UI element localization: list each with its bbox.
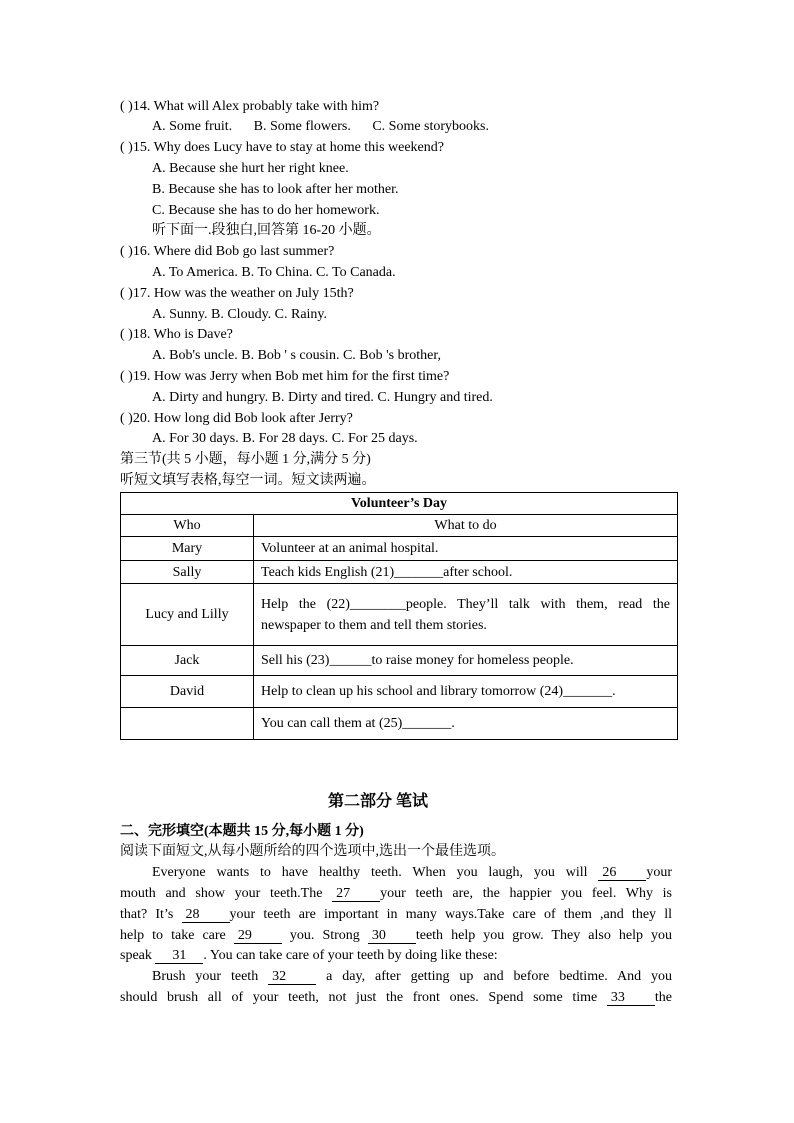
- cloze-line: [120, 863, 672, 884]
- cloze-text: should brush all of your teeth, not just the front ones. Spend some time: [120, 989, 598, 1005]
- question-17: [120, 284, 677, 305]
- volunteer-table: [120, 492, 678, 740]
- cloze-text: help to take care: [120, 927, 226, 943]
- cloze-text: speak: [120, 948, 152, 964]
- question-15-option-b: B. Because she has to look after her mother.: [152, 181, 399, 197]
- what-line: newspaper to them and tell them stories.: [261, 617, 487, 633]
- option-c: C. Hungry and tired.: [377, 389, 493, 405]
- blank-30: 30: [368, 928, 416, 944]
- cloze-text: the: [654, 989, 672, 1005]
- cloze-text: that? It’s: [120, 906, 174, 922]
- question-number: ( )14.: [120, 98, 151, 114]
- cloze-line: [120, 884, 672, 905]
- cloze-text: . You can take care of your teeth by doing like these:: [203, 948, 498, 964]
- question-20-options: [120, 429, 677, 450]
- option-a: A. Sunny.: [152, 306, 208, 322]
- option-c: C. For 25 days.: [331, 431, 418, 447]
- who-cell: Sally: [121, 561, 254, 584]
- question-15-option-a: A. Because she hurt her right knee.: [152, 160, 349, 176]
- instruction-16-20: 听下面一.段独白,回答第 16-20 小题。: [152, 223, 381, 239]
- what-cell: [254, 676, 678, 708]
- option-b: B. Bob ' s cousin.: [241, 348, 340, 364]
- cloze-text: your teeth are, the happier you feel. Why is: [380, 885, 673, 901]
- option-c: C. Rainy.: [274, 306, 328, 322]
- cloze-text: Brush your teeth: [152, 969, 259, 985]
- cloze-text: you. Strong: [289, 927, 360, 943]
- cloze-section-title: 二、完形填空(本题共 15 分,每小题 1 分): [120, 823, 364, 839]
- blank-27: 27: [332, 886, 380, 902]
- question-text: How was the weather on July 15th?: [153, 285, 354, 301]
- question-16-options: [120, 263, 677, 284]
- question-text: Where did Bob go last summer?: [153, 244, 335, 260]
- what-cell: [254, 561, 678, 584]
- volunteer-table-block: [120, 492, 677, 740]
- option-a: A. Some fruit.: [152, 119, 233, 135]
- cloze-instruction: 阅读下面短文,从每小题所给的四个选项中,选出一个最佳选项。: [120, 844, 505, 860]
- question-17-options: [120, 305, 677, 326]
- column-header-what: What to do: [254, 515, 678, 537]
- question-20: [120, 409, 677, 430]
- question-14: [120, 97, 677, 118]
- question-18: [120, 325, 677, 346]
- column-header-who: Who: [121, 515, 254, 537]
- section-3-instruction: 听短文填写表格,每空一词。短文读两遍。: [120, 472, 376, 488]
- option-b: B. Dirty and tired.: [271, 389, 374, 405]
- question-number: ( )16.: [120, 244, 151, 260]
- table-row: [121, 676, 678, 708]
- option-b: B. Some flowers.: [253, 119, 351, 135]
- section-3-title: 第三节(共 5 小题，每小题 1 分,满分 5 分): [120, 452, 371, 468]
- who-cell: Jack: [121, 646, 254, 676]
- who-cell: Mary: [121, 537, 254, 561]
- cloze-text: Everyone wants to have healthy teeth. When you laugh, you will: [152, 865, 588, 881]
- question-16: [120, 242, 677, 263]
- option-a: A. For 30 days.: [152, 431, 239, 447]
- who-cell: David: [121, 676, 254, 708]
- option-b: B. To China.: [241, 264, 313, 280]
- what-line: Sell his (23)______to raise money for homeless people.: [261, 653, 574, 668]
- question-text: Who is Dave?: [153, 327, 233, 343]
- blank-31: 31: [155, 948, 203, 964]
- blank-26: 26: [598, 865, 646, 881]
- option-a: A. Bob's uncle.: [152, 348, 238, 364]
- question-15-option-c: C. Because she has to do her homework.: [152, 202, 380, 218]
- question-number: ( )19.: [120, 368, 151, 384]
- option-a: A. To America.: [152, 264, 238, 280]
- question-19-options: [120, 388, 677, 409]
- what-cell: [254, 646, 678, 676]
- cloze-text: mouth and show your teeth.The: [120, 885, 323, 901]
- question-number: ( )20.: [120, 410, 151, 426]
- question-number: ( )18.: [120, 327, 151, 343]
- what-line: You can call them at (25)_______.: [261, 716, 455, 731]
- question-number: ( )15.: [120, 140, 151, 156]
- who-cell: [121, 708, 254, 740]
- what-line: Volunteer at an animal hospital.: [261, 541, 439, 556]
- cloze-passage: [120, 863, 677, 1009]
- option-c: C. To Canada.: [315, 264, 396, 280]
- who-cell: Lucy and Lilly: [121, 584, 254, 646]
- what-line: Teach kids English (21)_______after school.: [261, 564, 513, 580]
- what-line: Help to clean up his school and library tomorrow (24)_______.: [261, 684, 616, 699]
- option-b: B. Cloudy.: [211, 306, 272, 322]
- what-cell: [254, 708, 678, 740]
- cloze-text: teeth help you grow. They also help you: [415, 927, 673, 943]
- cloze-line: [120, 946, 672, 967]
- part-two-section: [120, 822, 677, 1009]
- question-text: How was Jerry when Bob met him for the first time?: [153, 368, 450, 384]
- what-cell: [254, 537, 678, 561]
- listening-section: [120, 97, 677, 492]
- question-14-options: [120, 117, 677, 138]
- table-caption-row: [121, 493, 678, 515]
- blank-32: 32: [268, 969, 316, 985]
- option-c: C. Bob 's brother,: [342, 348, 441, 364]
- cloze-line: [120, 967, 672, 988]
- blank-28: 28: [182, 907, 230, 923]
- option-b: B. For 28 days.: [242, 431, 329, 447]
- what-cell: [254, 584, 678, 646]
- table-row: [121, 708, 678, 740]
- cloze-line: [120, 926, 672, 947]
- blank-33: 33: [607, 990, 655, 1006]
- table-row: [121, 584, 678, 646]
- blank-29: 29: [234, 928, 282, 944]
- table-header-row: [121, 515, 678, 537]
- what-line: Help the (22)________people. They’ll talk with them, read the: [261, 596, 671, 612]
- cloze-text: your: [646, 865, 673, 881]
- table-row: [121, 561, 678, 584]
- question-text: How long did Bob look after Jerry?: [153, 410, 353, 426]
- cloze-line: [120, 905, 672, 926]
- question-number: ( )17.: [120, 285, 151, 301]
- part-two-heading: 第二部分 笔试: [327, 792, 428, 810]
- option-c: C. Some storybooks.: [372, 119, 490, 135]
- question-text: Why does Lucy have to stay at home this weekend?: [153, 140, 444, 156]
- question-15: [120, 138, 677, 159]
- question-18-options: [120, 346, 677, 367]
- table-row: [121, 646, 678, 676]
- cloze-text: your teeth are important in many ways.Take care of them ,and they ll: [229, 906, 673, 922]
- table-caption: Volunteer’s Day: [121, 493, 678, 515]
- question-text: What will Alex probably take with him?: [153, 98, 380, 114]
- cloze-text: a day, after getting up and before bedtime. And you: [326, 969, 673, 985]
- cloze-line: [120, 988, 672, 1009]
- question-19: [120, 367, 677, 388]
- option-a: A. Dirty and hungry.: [152, 389, 269, 405]
- table-row: [121, 537, 678, 561]
